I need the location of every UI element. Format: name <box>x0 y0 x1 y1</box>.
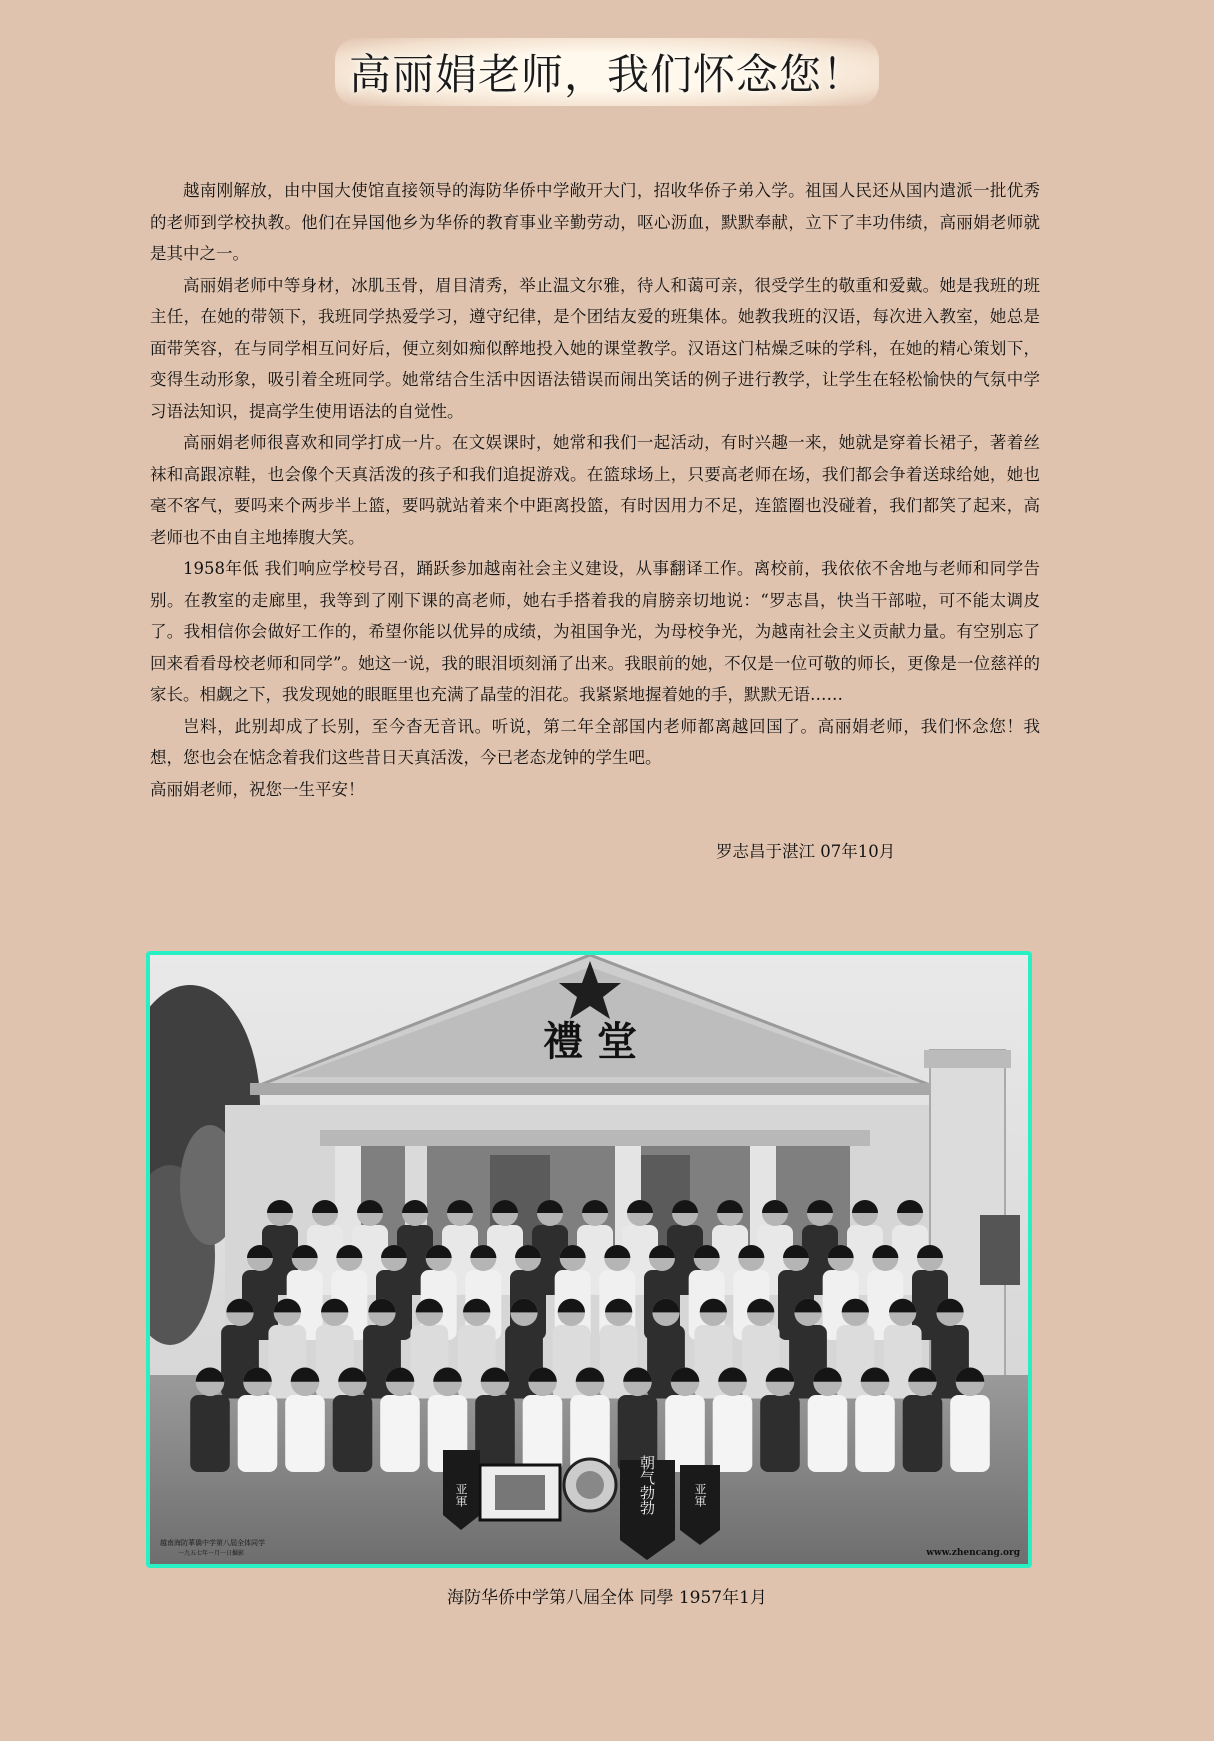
photo-caption: 海防华侨中学第八屆全体 同學 1957年1月 <box>447 1588 767 1608</box>
person <box>238 1395 278 1472</box>
person <box>285 1395 325 1472</box>
paragraph: 越南刚解放，由中国大使馆直接领导的海防华侨中学敞开大门，招收华侨子弟入学。祖国人民还从国内遣派一批优秀的老师到学校执教。他们在异国他乡为华侨的教育事业辛勤劳动，呕心沥血，默默奉献，立下了丰功伟绩，高丽娟老师就是其中之一。 <box>150 181 1040 263</box>
photo-inscription: 越南海防華僑中学第八屆全体同学 <box>160 1539 265 1547</box>
person <box>903 1395 943 1472</box>
person <box>713 1395 753 1472</box>
title-container <box>0 38 1214 106</box>
person <box>333 1395 373 1472</box>
banner <box>620 1455 675 1560</box>
banner-text: 亚軍 <box>454 1483 468 1507</box>
closing-line: 高丽娟老师，祝您一生平安！ <box>150 779 365 799</box>
person <box>760 1395 800 1472</box>
building-sign: 禮 堂 <box>543 1018 637 1065</box>
banner-text: 朝气勃勃 <box>638 1455 656 1515</box>
class-photo <box>146 951 1032 1568</box>
photo-watermark: www.zhencang.org <box>926 1548 1020 1558</box>
banner <box>680 1465 720 1545</box>
banner <box>443 1450 480 1530</box>
paragraph: 高丽娟老师中等身材，冰肌玉骨，眉目清秀，举止温文尔雅，待人和蔼可亲，很受学生的敬重和爱戴。她是我班的班主任，在她的带领下，我班同学热爱学习，遵守纪律，是个团结友爱的班集体。她教我班的汉语，每次进入教室，她总是面带笑容，在与同学相互问好后，便立刻如痴似醉地投入她的课堂教学。汉语这门枯燥乏味的学科，在她的精心策划下，变得生动形象，吸引着全班同学。她常结合生活中因语法错误而闹出笑话的例子进行教学，让学生在轻松愉快的气氛中学习语法知识，提高学生使用语法的自觉性。 <box>150 275 1040 421</box>
medal-plate <box>564 1459 616 1511</box>
photo-inscription-date: 一九五七年一月一日攝影 <box>178 1550 245 1557</box>
person <box>380 1395 420 1472</box>
article-body <box>150 175 1040 805</box>
person <box>523 1395 563 1472</box>
page-title: 高丽娟老师，我们怀念您！ <box>335 38 879 106</box>
person <box>855 1395 895 1472</box>
person <box>190 1395 230 1472</box>
paragraph: 1958年低 我们响应学校号召，踊跃参加越南社会主义建设，从事翻译工作。离校前，我依依不舍地与老师和同学告别。在教室的走廊里，我等到了刚下课的高老师，她右手搭着我的肩膀亲切地说：“罗志昌，快当干部啦，可不能太调皮了。我相信你会做好工作的，希望你能以优异的成绩，为祖国争光，为母校争光，为越南社会主义贡献力量。有空别忘了回来看看母校老师和同学”。她这一说，我的眼泪顷刻涌了出来。我眼前的她，不仅是一位可敬的师长，更像是一位慈祥的家长。相觑之下，我发现她的眼眶里也充满了晶莹的泪花。我紧紧地握着她的手，默默无语…… <box>150 559 1040 704</box>
banner-text: 亚軍 <box>693 1483 707 1507</box>
paragraph: 高丽娟老师很喜欢和同学打成一片。在文娱课时，她常和我们一起活动，有时兴趣一来，她就是穿着长裙子，著着丝袜和高跟凉鞋，也会像个天真活泼的孩子和我们追捉游戏。在篮球场上，只要高老师在场，我们都会争着送球给她，她也毫不客气，要吗来个两步半上篮，要吗就站着来个中距离投篮，有时因用力不足，连篮圈也没碰着，我们都笑了起来，高老师也不由自主地捧腹大笑。 <box>150 433 1040 547</box>
person <box>808 1395 848 1472</box>
framed-picture <box>480 1465 560 1520</box>
person <box>950 1395 990 1472</box>
paragraph: 岂料，此别却成了长别，至今杳无音讯。听说，第二年全部国内老师都离越回国了。高丽娟老师，我们怀念您！我想，您也会在惦念着我们这些昔日天真活泼，今已老态龙钟的学生吧。 <box>150 716 1040 767</box>
signature: 罗志昌于湛江 07年10月 <box>716 842 896 861</box>
group-of-students <box>190 1200 990 1472</box>
person <box>475 1395 515 1472</box>
